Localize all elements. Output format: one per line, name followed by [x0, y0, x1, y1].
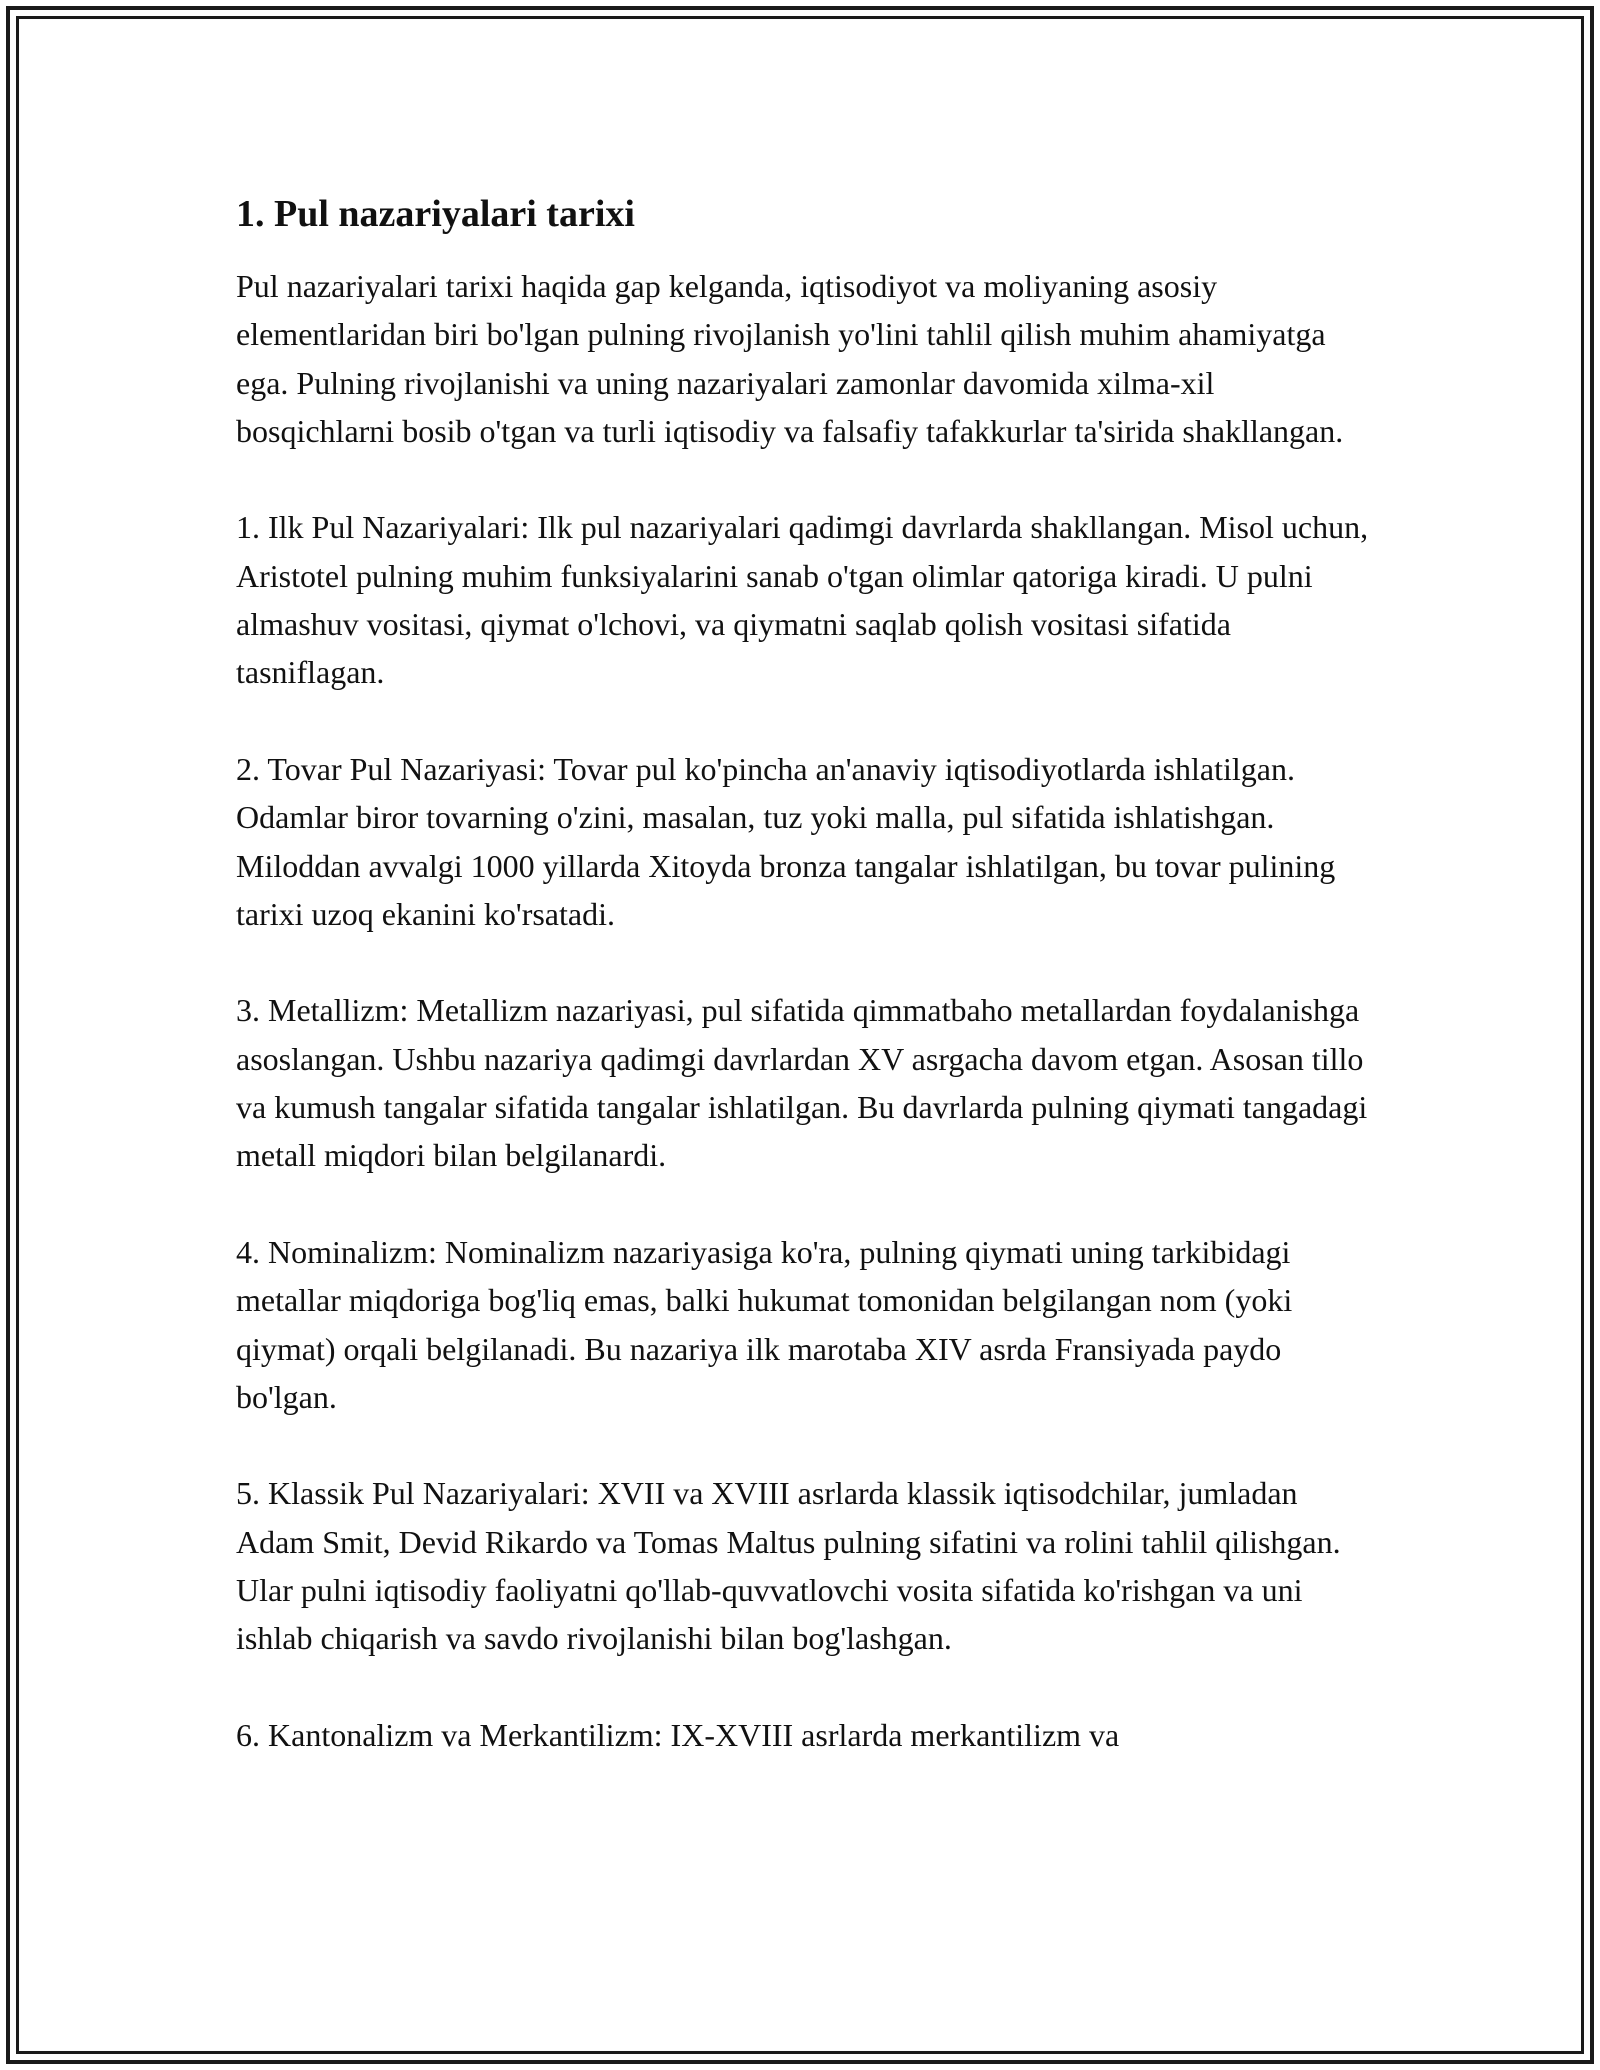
paragraph-ilk-pul-nazariyalari: 1. Ilk Pul Nazariyalari: Ilk pul nazariyalari qadimgi davrlarda shakllangan. Misol uchun, Aristotel pulning muhim funksiyalarini sanab o'tgan olimlar qatoriga kiradi. U pulni almashuv vositasi, qiymat o'lchovi, va qiymatni saqlab qolish vositasi sifatida tasniflagan. — [236, 509, 1369, 691]
paragraph-kantonalizm-merkantilizm: 6. Kantonalizm va Merkantilizm: IX-XVIII asrlarda merkantilizm va — [236, 1716, 1120, 1753]
paragraph-metallizm: 3. Metallizm: Metallizm nazariyasi, pul sifatida qimmatbaho metallardan foydalanishga asoslangan. Ushbu nazariya qadimgi davrlardan XV asrgacha davom etgan. Asosan tillo va kumush tangalar sifatida tangalar ishlatilgan. Bu davrlarda pulning qiymati tangadagi metall miqdori bilan belgilanardi. — [236, 992, 1368, 1174]
paragraph-tovar-pul-nazariyasi: 2. Tovar Pul Nazariyasi: Tovar pul ko'pincha an'anaviy iqtisodiyotlarda ishlatilgan. Odamlar biror tovarning o'zini, masalan, tuz yoki malla, pul sifatida ishlatishgan. Miloddan avvalgi 1000 yillarda Xitoyda bronza tangalar ishlatilgan, bu tovar pulining tarixi uzoq ekanini ko'rsatadi. — [236, 750, 1336, 932]
document-title: 1. Pul nazariyalari tarixi — [236, 193, 635, 235]
paragraph-nominalizm: 4. Nominalizm: Nominalizm nazariyasiga ko'ra, pulning qiymati uning tarkibidagi metallar miqdoriga bog'liq emas, balki hukumat tomonidan belgilangan nom (yoki qiymat) orqali belgilanadi. Bu nazariya ilk marotaba XIV asrda Fransiyada paydo bo'lgan. — [236, 1233, 1293, 1415]
paragraph-klassik-pul-nazariyalari: 5. Klassik Pul Nazariyalari: XVII va XVIII asrlarda klassik iqtisodchilar, jumladan Adam Smit, Devid Rikardo va Tomas Maltus pulning sifatini va rolini tahlil qilishgan. Ular pulni iqtisodiy faoliyatni qo'llab-quvvatlovchi vosita sifatida ko'rishgan va uni ishlab chiqarish va savdo rivojlanishi bilan bog'lashgan. — [236, 1475, 1341, 1657]
document-body — [236, 186, 1376, 1759]
paragraph-intro: Pul nazariyalari tarixi haqida gap kelganda, iqtisodiyot va moliyaning asosiy elementlaridan biri bo'lgan pulning rivojlanish yo'lini tahlil qilish muhim ahamiyatga ega. Pulning rivojlanishi va uning nazariyalari zamonlar davomida xilma-xil bosqichlarni bosib o'tgan va turli iqtisodiy va falsafiy tafakkurlar ta'sirida shakllangan. — [236, 268, 1344, 449]
